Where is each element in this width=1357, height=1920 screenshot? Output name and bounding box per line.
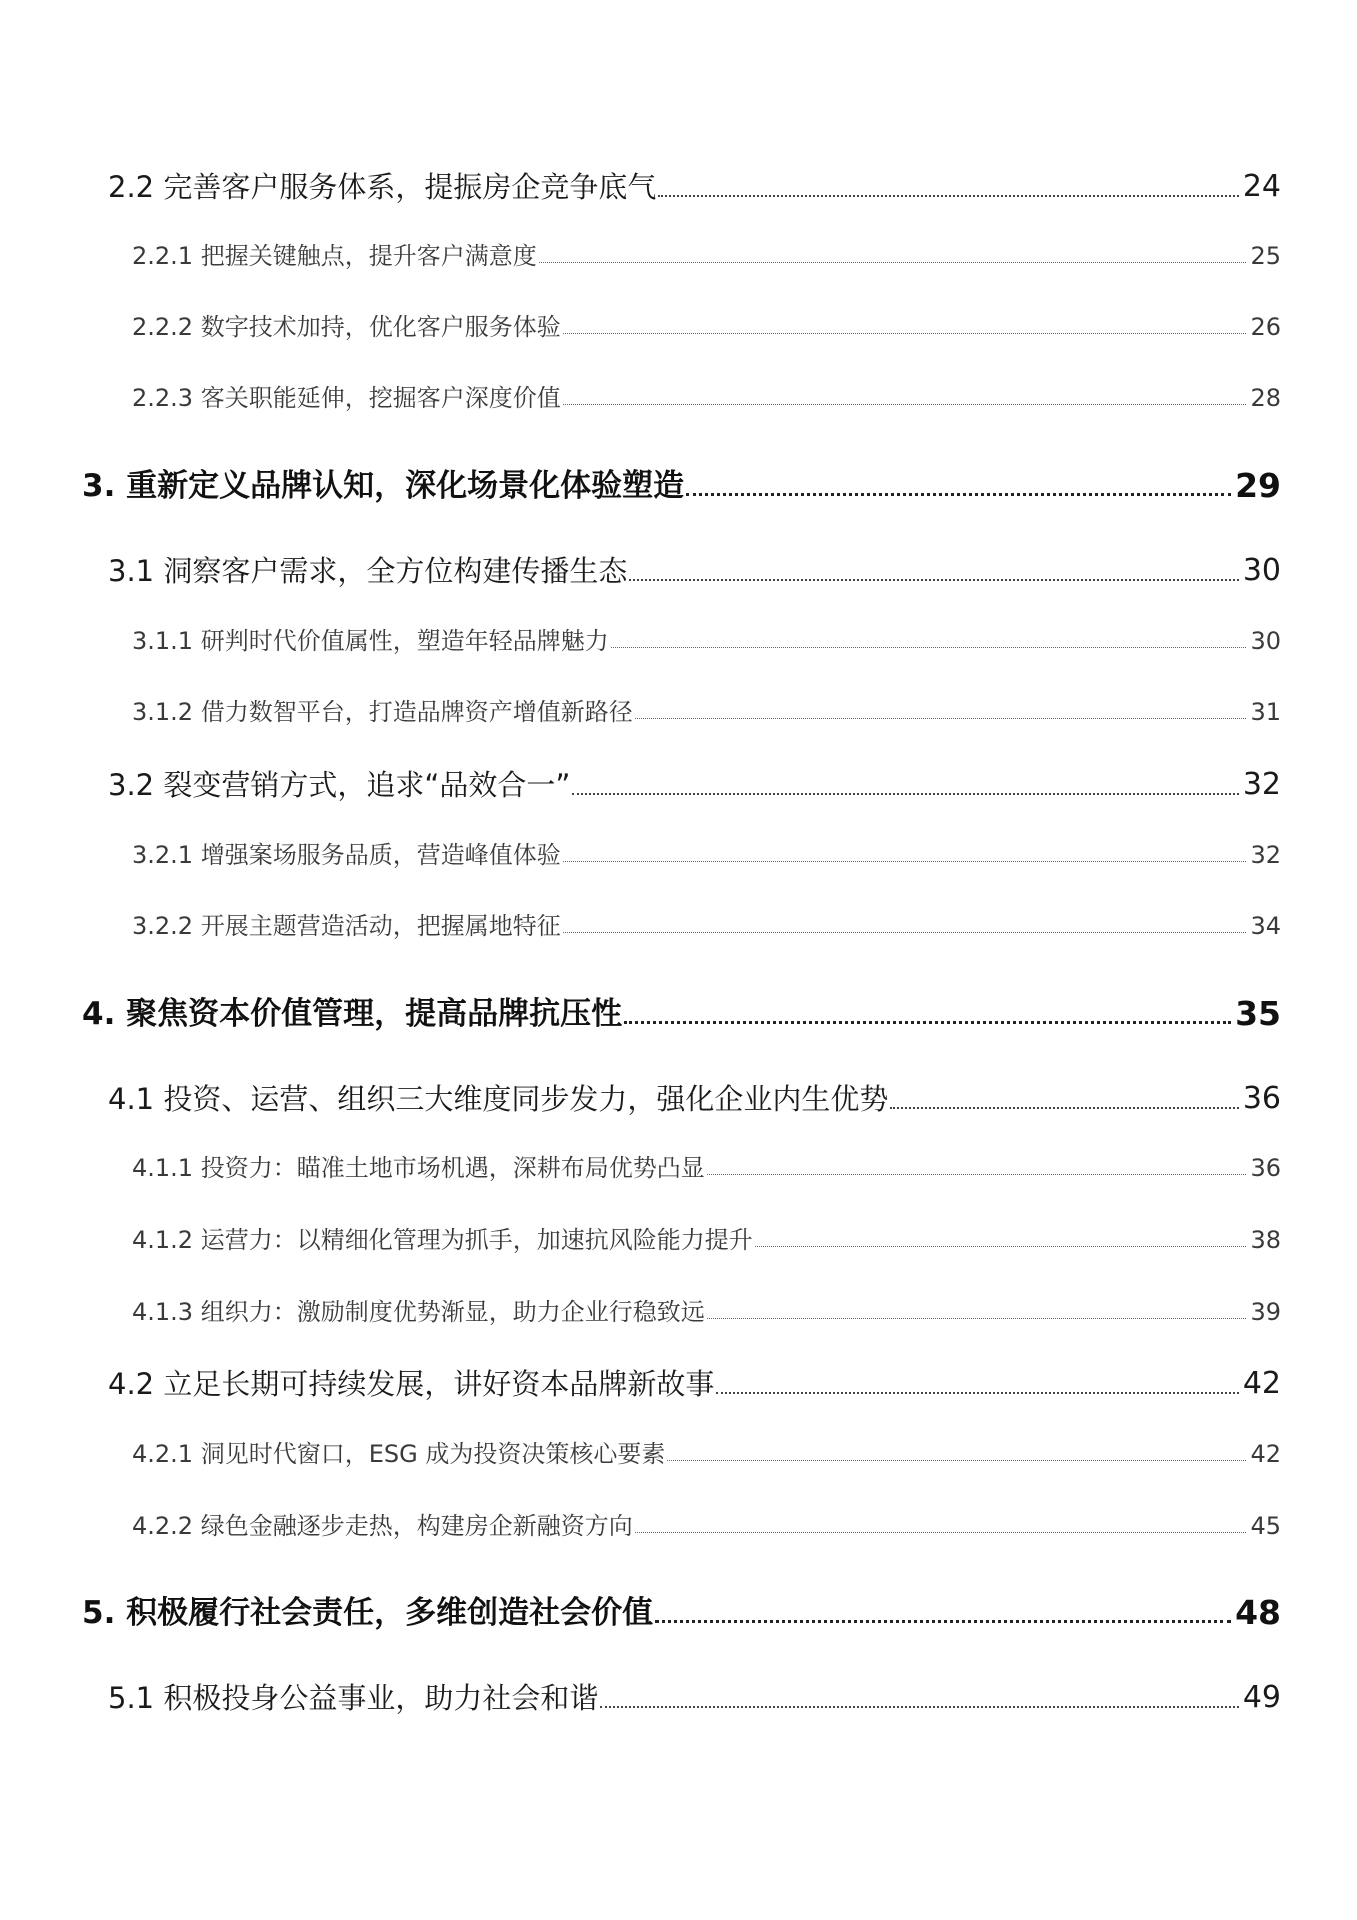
toc-entry[interactable]	[132, 1514, 1281, 1538]
toc-entry-page: 31	[1250, 698, 1281, 726]
toc-entry-label: 3.1.2 借力数智平台，打造品牌资产增值新路径	[132, 698, 633, 726]
toc-entry-page: 32	[1250, 841, 1281, 869]
toc-entry-page: 36	[1242, 1081, 1281, 1116]
dot-leader	[600, 1706, 1238, 1708]
toc-entry[interactable]	[108, 1680, 1281, 1715]
toc-entry[interactable]	[132, 629, 1281, 653]
dot-leader	[658, 195, 1238, 197]
toc-entry-label: 3.2.2 开展主题营造活动，把握属地特征	[132, 912, 561, 940]
toc-entry-label: 4. 聚焦资本价值管理，提高品牌抗压性	[82, 996, 623, 1032]
toc-entry-page: 36	[1250, 1154, 1281, 1182]
dot-leader	[563, 932, 1247, 933]
toc-entry[interactable]	[108, 553, 1281, 588]
toc-entry[interactable]	[132, 244, 1281, 268]
toc-entry[interactable]	[132, 700, 1281, 724]
toc-entry-label: 4.2.1 洞见时代窗口，ESG 成为投资决策核心要素	[132, 1440, 666, 1468]
toc-entry-page: 48	[1235, 1593, 1281, 1632]
dot-leader	[539, 262, 1247, 263]
toc-entry-page: 30	[1242, 553, 1281, 588]
dot-leader	[716, 1392, 1238, 1394]
toc-entry-label: 4.1.3 组织力：激励制度优势渐显，助力企业行稳致远	[132, 1298, 705, 1326]
dot-leader	[629, 579, 1238, 581]
toc-entry-label: 4.1.2 运营力：以精细化管理为抓手，加速抗风险能力提升	[132, 1226, 753, 1254]
dot-leader	[667, 1460, 1246, 1461]
toc-entry-label: 2.2 完善客户服务体系，提振房企竞争底气	[108, 170, 657, 204]
toc-entry[interactable]	[132, 1442, 1281, 1466]
toc-entry-page: 35	[1235, 994, 1281, 1033]
toc-entry[interactable]	[132, 386, 1281, 410]
toc-entry-page: 42	[1242, 1366, 1281, 1401]
toc-entry-label: 3.1 洞察客户需求，全方位构建传播生态	[108, 554, 628, 588]
dot-leader	[611, 647, 1247, 648]
toc-entry-page: 24	[1242, 169, 1281, 204]
toc-entry-page: 34	[1250, 912, 1281, 940]
toc-entry-page: 29	[1235, 466, 1281, 505]
toc-entry-label: 3. 重新定义品牌认知，深化场景化体验塑造	[82, 468, 685, 504]
toc-entry-page: 32	[1242, 767, 1281, 802]
dot-leader	[563, 404, 1247, 405]
toc-entry[interactable]	[132, 843, 1281, 867]
toc-entry[interactable]	[108, 1366, 1281, 1401]
toc-entry-label: 4.2.2 绿色金融逐步走热，构建房企新融资方向	[132, 1512, 633, 1540]
toc-entry[interactable]	[132, 1156, 1281, 1180]
dot-leader	[686, 493, 1231, 496]
toc-entry[interactable]	[132, 1228, 1281, 1252]
toc-entry-page: 49	[1242, 1680, 1281, 1715]
toc-entry-page: 42	[1250, 1440, 1281, 1468]
toc-entry-page: 38	[1250, 1226, 1281, 1254]
toc-entry[interactable]	[108, 767, 1281, 802]
dot-leader	[890, 1107, 1238, 1109]
toc-entry[interactable]	[108, 1081, 1281, 1116]
toc-entry-page: 30	[1250, 627, 1281, 655]
toc-entry-label: 5.1 积极投身公益事业，助力社会和谐	[108, 1681, 599, 1715]
toc-entry-page: 25	[1250, 242, 1281, 270]
dot-leader	[572, 793, 1238, 795]
toc-entry[interactable]	[132, 914, 1281, 938]
toc-entry-page: 39	[1250, 1298, 1281, 1326]
toc-entry-label: 2.2.3 客关职能延伸，挖掘客户深度价值	[132, 384, 561, 412]
dot-leader	[563, 333, 1247, 334]
toc-entry-label: 3.1.1 研判时代价值属性，塑造年轻品牌魅力	[132, 627, 609, 655]
toc-entry[interactable]	[82, 994, 1281, 1033]
dot-leader	[624, 1021, 1231, 1024]
toc-entry[interactable]	[132, 315, 1281, 339]
dot-leader	[563, 861, 1247, 862]
dot-leader	[655, 1620, 1231, 1623]
dot-leader	[707, 1174, 1247, 1175]
toc-entry-label: 3.2 裂变营销方式，追求“品效合一”	[108, 768, 571, 802]
toc-entry-label: 4.1 投资、运营、组织三大维度同步发力，强化企业内生优势	[108, 1082, 889, 1116]
toc-entry[interactable]	[132, 1300, 1281, 1324]
toc-entry-label: 3.2.1 增强案场服务品质，营造峰值体验	[132, 841, 561, 869]
toc-entry-label: 4.1.1 投资力：瞄准土地市场机遇，深耕布局优势凸显	[132, 1154, 705, 1182]
toc-entry-page: 45	[1250, 1512, 1281, 1540]
toc-entry[interactable]	[82, 1593, 1281, 1632]
toc-entry-label: 5. 积极履行社会责任，多维创造社会价值	[82, 1595, 654, 1631]
toc-entry[interactable]	[82, 466, 1281, 505]
dot-leader	[635, 1532, 1247, 1533]
toc-entry-page: 28	[1250, 384, 1281, 412]
toc-entry-label: 2.2.1 把握关键触点，提升客户满意度	[132, 242, 537, 270]
dot-leader	[755, 1246, 1247, 1247]
dot-leader	[635, 718, 1247, 719]
toc-entry-label: 4.2 立足长期可持续发展，讲好资本品牌新故事	[108, 1367, 715, 1401]
toc-entry[interactable]	[108, 169, 1281, 204]
toc-entry-page: 26	[1250, 313, 1281, 341]
dot-leader	[707, 1318, 1247, 1319]
toc-entry-label: 2.2.2 数字技术加持，优化客户服务体验	[132, 313, 561, 341]
